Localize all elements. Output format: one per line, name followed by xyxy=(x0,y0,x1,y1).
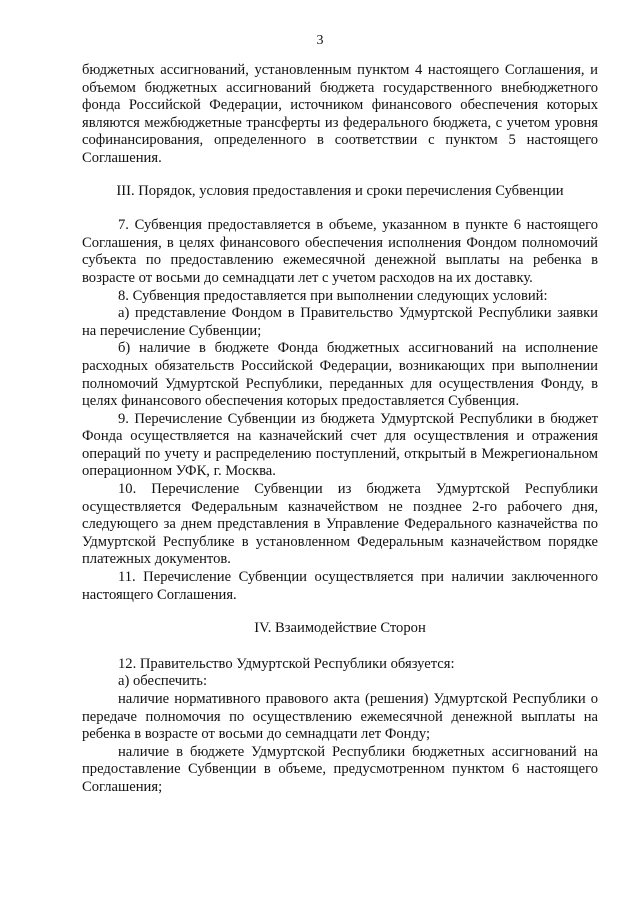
paragraph-item-8: 8. Субвенция предоставляется при выполнении следующих условий: xyxy=(118,287,548,304)
paragraph-item-10: 10. Перечисление Субвенции из бюджета Удмуртской Республики осуществляется Федеральным казначейством не позднее 2-го рабочего дня, следующего за днем представления в Управление Федерального казначейства по Удмуртской Республике в установленном Федеральным казначейством порядке платежных документов. xyxy=(82,481,598,568)
paragraph-item-7: 7. Субвенция предоставляется в объеме, указанном в пункте 6 настоящего Соглашения, в целях финансового обеспечения исполнения Фондом полномочий субъекта по предоставлению ежемесячной денежной выплаты на ребенка в возрасте от восьми до семнадцати лет с учетом расходов на их доставку. xyxy=(82,217,598,286)
paragraph-item-11: 11. Перечисление Субвенции осуществляется при наличии заключенного настоящего Соглашения. xyxy=(82,569,598,603)
document-body xyxy=(82,62,598,797)
paragraph-item-12a-1: наличие нормативного правового акта (решения) Удмуртской Республики о передаче полномочия по осуществлению ежемесячной денежной выплаты на ребенка в возрасте от восьми до семнадцати лет Фонду; xyxy=(82,691,598,743)
section-4-heading: IV. Взаимодействие Сторон xyxy=(254,620,426,637)
paragraph-item-12: 12. Правительство Удмуртской Республики обязуется: xyxy=(118,655,455,672)
paragraph-item-9: 9. Перечисление Субвенции из бюджета Удмуртской Республики в бюджет Фонда осуществляется на казначейский счет для осуществления и отражения операций по учету и распределению поступлений, открытый в Межрегиональном операционном УФК, г. Москва. xyxy=(82,410,598,480)
section-3-heading: III. Порядок, условия предоставления и сроки перечисления Субвенции xyxy=(116,182,564,199)
paragraph-item-12a: а) обеспечить: xyxy=(118,673,207,690)
paragraph-item-8b: б) наличие в бюджете Фонда бюджетных ассигнований на исполнение расходных обязательств Российской Федерации, возникающих при выполнении полномочий Удмуртской Республики, переданных для осуществления Фонду, в целях финансового обеспечения которых предоставляется Субвенция. xyxy=(82,340,598,410)
paragraph-item-8a: а) представление Фондом в Правительство Удмуртской Республики заявки на перечисление Субвенции; xyxy=(82,305,598,339)
paragraph-continuation: бюджетных ассигнований, установленным пунктом 4 настоящего Соглашения, и объемом бюджетных ассигнований бюджета государственного внебюджетного фонда Российской Федерации, источником финансового обеспечения которых являются межбюджетные трансферты из федерального бюджета, с учетом уровня софинансирования, определенного в соответствии с пунктом 5 настоящего Соглашения. xyxy=(82,62,598,166)
paragraph-item-12a-2: наличие в бюджете Удмуртской Республики бюджетных ассигнований на предоставление Субвенции в объеме, предусмотренном пунктом 6 настоящего Соглашения; xyxy=(82,743,598,795)
page-number: 3 xyxy=(316,33,324,48)
